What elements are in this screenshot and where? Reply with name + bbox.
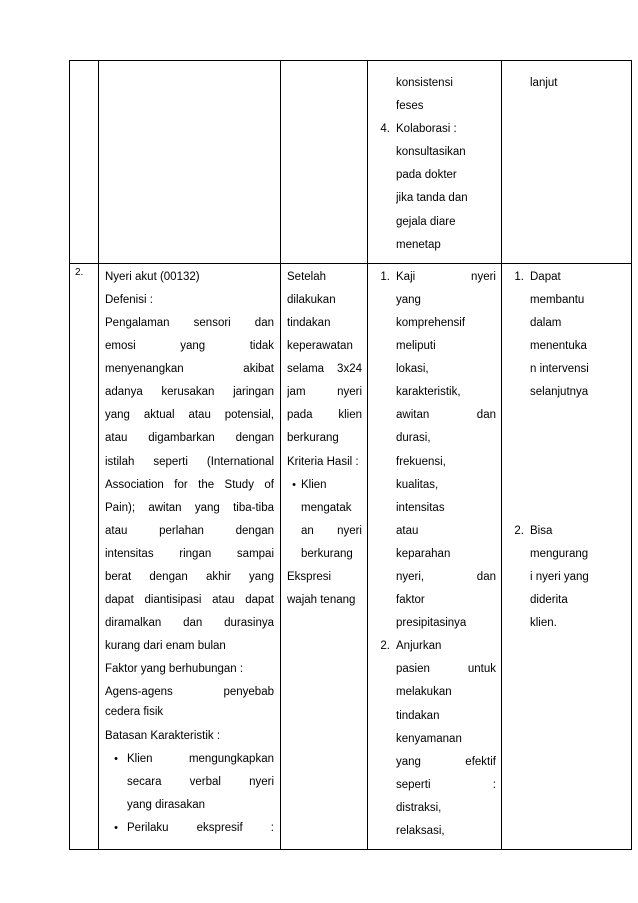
text-line: konsistensi xyxy=(396,77,453,89)
text-line: n intervensi xyxy=(530,363,589,376)
cell-goal-empty xyxy=(281,61,368,264)
text-line: awitan dan xyxy=(396,409,496,422)
text-line: kurang dari enam bulan xyxy=(105,640,226,653)
text-line: berkurang xyxy=(287,432,339,445)
text-line: Anjurkan xyxy=(396,640,442,653)
text-line: diderita xyxy=(530,594,568,607)
item-number: 4. xyxy=(380,123,390,136)
item-number: 2. xyxy=(514,524,524,537)
cell-rationale-continued xyxy=(502,61,632,264)
text-line: lanjut xyxy=(530,77,558,89)
text-line: selama 3x24 xyxy=(287,363,362,376)
cell-rationale xyxy=(502,263,632,849)
text-line: jika tanda dan xyxy=(396,192,468,205)
cell-number-empty xyxy=(70,61,99,264)
text-line: tindakan xyxy=(287,316,331,329)
text-line: nyeri, dan xyxy=(396,570,496,583)
batasan-heading: Batasan Karakteristik : xyxy=(105,729,221,742)
text-line: Setelah xyxy=(287,270,327,283)
text-line: dapat diantisipasi atau dapat xyxy=(105,594,274,607)
text-line: keperawatan xyxy=(287,340,353,353)
nursing-care-plan-table xyxy=(69,60,632,850)
text-line: mengurang xyxy=(530,547,589,560)
text-line: dilakukan xyxy=(287,293,336,306)
text-line: konsultasikan xyxy=(396,146,466,159)
text-line: Pain); awitan yang tiba-tiba xyxy=(105,501,274,514)
text-line: Association for the Study of xyxy=(105,478,274,491)
text-line: atau digambarkan dengan xyxy=(105,432,274,445)
text-line: i nyeri yang xyxy=(530,570,589,583)
bullet-item xyxy=(105,817,274,840)
text-line: berat dengan akhir yang xyxy=(105,570,274,583)
intervention-item-2 xyxy=(374,635,496,843)
text-line: pada dokter xyxy=(396,169,457,182)
cell-intervention-continued xyxy=(368,61,502,264)
text-line: Perilaku ekspresif : xyxy=(127,821,274,834)
diagnosis-title: Nyeri akut (00132) xyxy=(105,270,200,283)
rationale-item-2 xyxy=(508,520,628,635)
text-line: gejala diare xyxy=(396,215,456,228)
text-line: yang efektif xyxy=(396,755,496,768)
intervention-item-4 xyxy=(374,118,497,257)
text-line: mengatak xyxy=(301,501,352,514)
text-line: menyenangkan akibat xyxy=(105,363,274,376)
text-line: secara verbal nyeri xyxy=(127,775,274,788)
text-line: selanjutnya xyxy=(530,386,589,399)
text-line: pada klien xyxy=(287,409,362,422)
text-line: Kaji nyeri xyxy=(396,270,496,283)
text-line: faktor xyxy=(396,594,425,607)
text-line: melakukan xyxy=(396,686,452,699)
text-line: pasien untuk xyxy=(396,663,496,676)
cell-interventions xyxy=(368,263,502,849)
text-line: Ekspresi xyxy=(287,570,332,583)
text-line: dalam xyxy=(530,316,562,329)
bullet-item xyxy=(105,748,274,817)
bullet-icon: • xyxy=(292,478,296,491)
bullet-item xyxy=(287,474,362,566)
text-line: Agens-agens penyebab xyxy=(105,686,274,699)
text-line: seperti : xyxy=(396,778,496,791)
cell-diagnosis-empty xyxy=(99,61,281,264)
cell-diagnosis xyxy=(99,263,281,849)
bullet-icon: • xyxy=(114,752,118,765)
text-line: Bisa xyxy=(530,524,553,537)
text-line: jam nyeri xyxy=(287,386,362,399)
text-line: Klien xyxy=(301,478,327,491)
text-line: atau perlahan dengan xyxy=(105,524,274,537)
text-line: Kolaborasi : xyxy=(396,123,457,136)
text-line: feses xyxy=(396,100,424,113)
text-line: yang xyxy=(396,293,421,306)
item-number: 1. xyxy=(380,270,390,283)
text-line: adanya kerusakan jaringan xyxy=(105,386,274,399)
text-line: atau xyxy=(396,524,419,537)
cell-goal xyxy=(281,263,368,849)
text-line: kualitas, xyxy=(396,478,439,491)
text-line: Klien mengungkapkan xyxy=(127,752,274,765)
cell-number xyxy=(70,263,99,849)
text-line: komprehensif xyxy=(396,316,466,329)
text-line: keparahan xyxy=(396,547,451,560)
text-line: Dapat xyxy=(530,270,561,283)
text-line: Faktor yang berhubungan : xyxy=(105,663,244,676)
text-line: durasi, xyxy=(396,432,431,445)
text-line: Defenisi : xyxy=(105,293,153,306)
intervention-item-1 xyxy=(374,266,496,636)
item-number: 2. xyxy=(380,640,390,653)
text-line: meliputi xyxy=(396,340,436,353)
text-line: lokasi, xyxy=(396,363,429,376)
text-line: wajah tenang xyxy=(287,594,356,607)
text-line: diramalkan dan durasinya xyxy=(105,617,274,630)
text-line: intensitas xyxy=(396,501,445,514)
text-line: membantu xyxy=(530,293,585,306)
row-number: 2. xyxy=(75,266,84,278)
text-line: an nyeri xyxy=(301,524,362,537)
text-line: yang dirasakan xyxy=(127,798,205,811)
item-number: 1. xyxy=(514,270,524,283)
text-line: relaksasi, xyxy=(396,825,445,837)
text-line: tindakan xyxy=(396,709,440,722)
text-line: kenyamanan xyxy=(396,732,462,745)
text-line: frekuensi, xyxy=(396,455,446,468)
text-line: cedera fisik xyxy=(105,705,164,718)
text-line: menentuka xyxy=(530,340,587,353)
criteria-heading: Kriteria Hasil : xyxy=(287,455,359,468)
text-line: istilah seperti (International xyxy=(105,455,274,468)
text-line: menetap xyxy=(396,238,441,251)
text-line: presipitasinya xyxy=(396,617,467,630)
text-line: yang aktual atau potensial, xyxy=(105,409,274,422)
text-line: emosi yang tidak xyxy=(105,340,274,353)
table-row-2 xyxy=(70,263,632,849)
text-line: berkurang xyxy=(301,547,353,560)
text-line: intensitas ringan sampai xyxy=(105,547,274,560)
rationale-item-1 xyxy=(508,266,628,405)
text-line: Pengalaman sensori dan xyxy=(105,316,274,329)
text-line: distraksi, xyxy=(396,801,442,814)
bullet-icon: • xyxy=(114,821,118,834)
table-row-continued xyxy=(70,61,632,264)
text-line: karakteristik, xyxy=(396,386,461,399)
text-line: klien. xyxy=(530,617,557,630)
